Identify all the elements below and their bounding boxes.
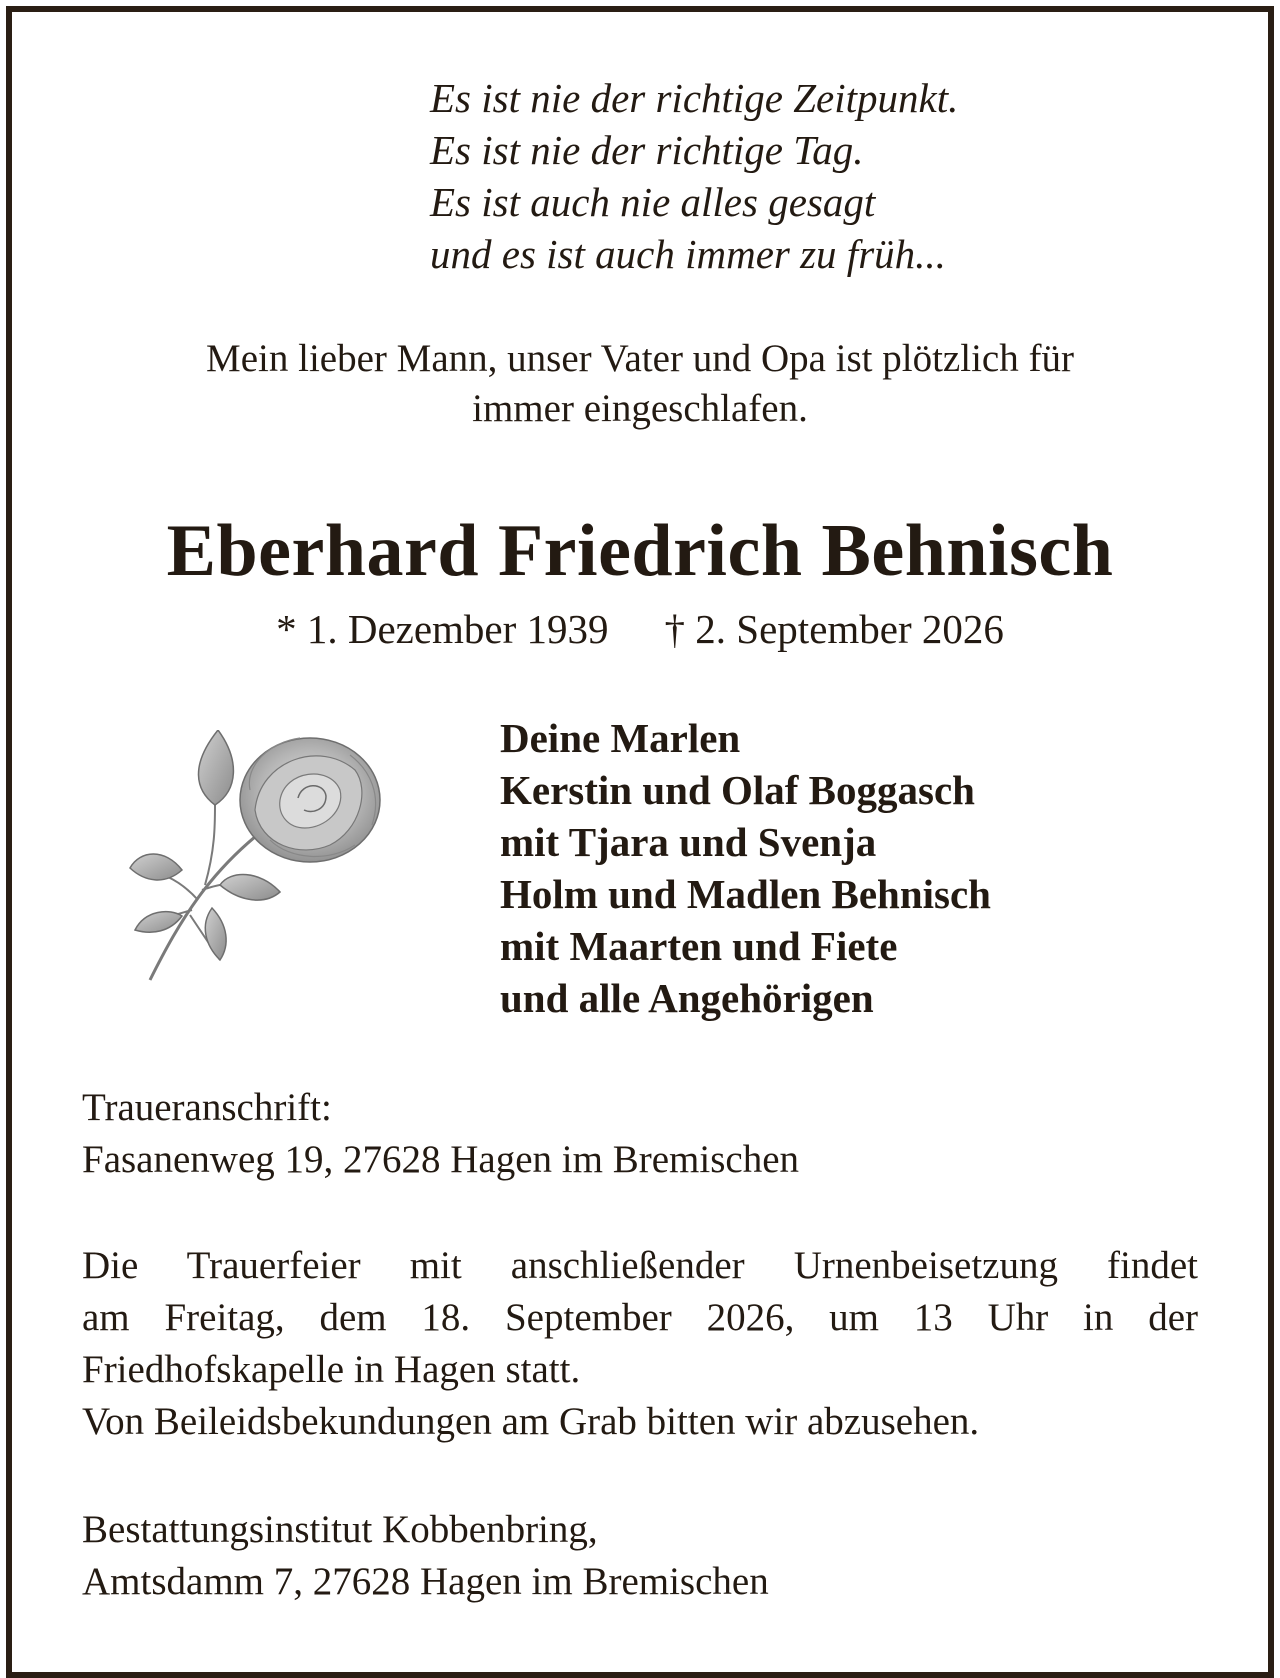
ceremony-info: [82, 1240, 1198, 1448]
family-line: mit Maarten und Fiete: [500, 923, 898, 969]
poem: [430, 72, 958, 280]
ceremony-line: Friedhofskapelle in Hagen statt.: [82, 1348, 581, 1391]
poem-line: Es ist nie der richtige Zeitpunkt.: [430, 75, 959, 121]
funeral-home: [82, 1504, 769, 1608]
intro-text: [0, 334, 1280, 434]
deceased-name: Eberhard Friedrich Behnisch: [166, 510, 1114, 592]
address-label: Traueranschrift:: [82, 1086, 332, 1129]
family-line: Kerstin und Olaf Boggasch: [500, 767, 975, 813]
ceremony-line: Von Beileidsbekundungen am Grab bitten wir abzusehen.: [82, 1400, 980, 1443]
family-line: und alle Angehörigen: [500, 975, 874, 1021]
life-dates: [0, 604, 1280, 654]
ceremony-line: Die Trauerfeier mit anschließender Urnenbeisetzung findet: [82, 1244, 1198, 1287]
poem-line: und es ist auch immer zu früh...: [430, 231, 946, 277]
birth-date: * 1. Dezember 1939: [276, 606, 609, 652]
family-signatures: [500, 712, 991, 1024]
family-line: Holm und Madlen Behnisch: [500, 871, 991, 917]
funeral-home-address: Amtsdamm 7, 27628 Hagen im Bremischen: [82, 1560, 769, 1603]
intro-line: Mein lieber Mann, unser Vater und Opa ist plötzlich für: [206, 337, 1074, 380]
address-value: Fasanenweg 19, 27628 Hagen im Bremischen: [82, 1138, 800, 1181]
intro-line: immer eingeschlafen.: [472, 387, 808, 430]
family-line: Deine Marlen: [500, 715, 741, 761]
rose-icon: [120, 730, 400, 990]
poem-line: Es ist nie der richtige Tag.: [430, 127, 864, 173]
family-line: mit Tjara und Svenja: [500, 819, 877, 865]
death-date: † 2. September 2026: [664, 606, 1004, 652]
mourning-address: [82, 1082, 799, 1186]
ceremony-line: am Freitag, dem 18. September 2026, um 13 Uhr in der: [82, 1296, 1198, 1339]
poem-line: Es ist auch nie alles gesagt: [430, 179, 876, 225]
funeral-home-name: Bestattungsinstitut Kobbenbring,: [82, 1508, 598, 1551]
